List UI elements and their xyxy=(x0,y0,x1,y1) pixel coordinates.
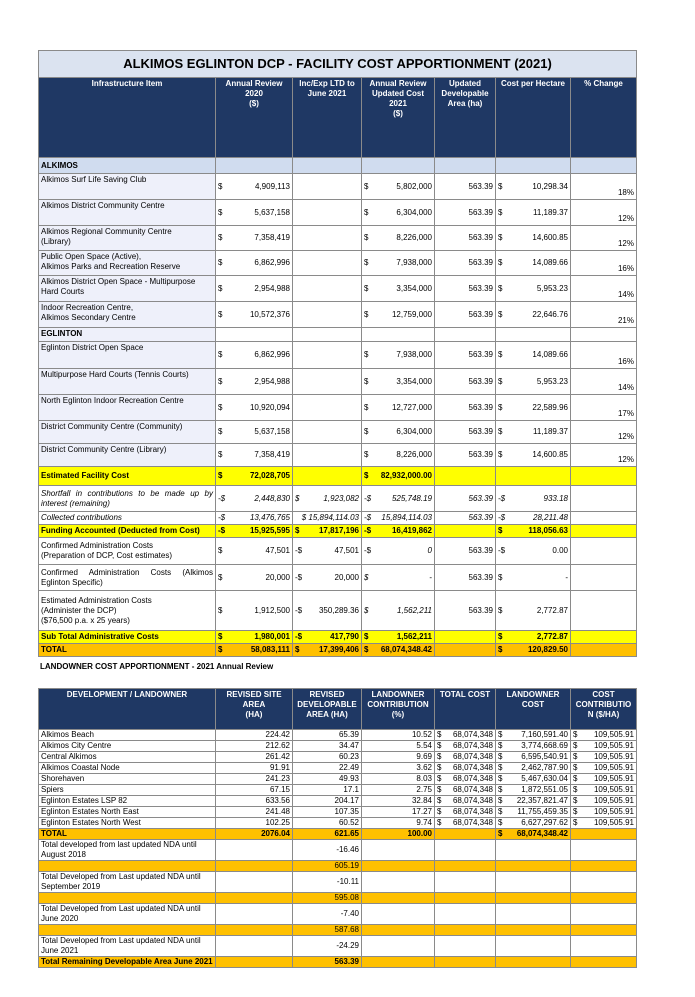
table-row xyxy=(39,421,637,444)
row-label: TOTAL xyxy=(39,829,216,840)
header-site-area: REVISED SITE AREA (HA) xyxy=(216,689,293,730)
inc-exp-cell xyxy=(293,342,362,369)
nda-row xyxy=(39,904,637,925)
rate-cell: $ 109,505.91 xyxy=(571,796,637,807)
developable-area-cell: 17.1 xyxy=(293,785,362,796)
landowner-name: Spiers xyxy=(39,785,216,796)
area-cell: 563.39 xyxy=(435,421,496,444)
site-area-cell: 241.48 xyxy=(216,807,293,818)
updated-cost-cell: $ 6,304,000 xyxy=(362,200,435,226)
landowner-name: Eglinton Estates LSP 82 xyxy=(39,796,216,807)
rate-cell: $ 109,505.91 xyxy=(571,741,637,752)
percent-change-cell: 18% xyxy=(571,174,637,200)
landowner-name: Eglinton Estates North East xyxy=(39,807,216,818)
contribution-pct-cell: 32.84 xyxy=(362,796,435,807)
rate-cell: $ 109,505.91 xyxy=(571,763,637,774)
site-area-cell: 102.25 xyxy=(216,818,293,829)
item-name: District Community Centre (Library) xyxy=(39,444,216,467)
area-cell: 563.39 xyxy=(435,174,496,200)
section-eglinton: EGLINTON xyxy=(39,328,216,342)
developable-area-cell: 34.47 xyxy=(293,741,362,752)
header-developable-area: REVISED DEVELOPABLE AREA (HA) xyxy=(293,689,362,730)
percent-change-cell: 17% xyxy=(571,395,637,421)
page-title: ALKIMOS EGLINTON DCP - FACILITY COST APPORTIONMENT (2021) xyxy=(39,51,637,78)
row-label: Funding Accounted (Deducted from Cost) xyxy=(39,525,216,538)
header-landowner-cost: LANDOWNER COST xyxy=(496,689,571,730)
item-name: Alkimos District Open Space - Multipurpose Hard Courts xyxy=(39,276,216,302)
table-row xyxy=(39,752,637,763)
site-area-cell: 212.62 xyxy=(216,741,293,752)
table-row xyxy=(39,342,637,369)
nda-label: Total Developed from Last updated NDA until June 2021 xyxy=(39,936,216,957)
header-percent-change: % Change xyxy=(571,78,637,158)
nda-row xyxy=(39,840,637,861)
inc-exp-cell xyxy=(293,369,362,395)
percent-change-cell: 16% xyxy=(571,342,637,369)
cost-per-hectare-cell: $ 11,189.37 xyxy=(496,421,571,444)
contribution-pct-cell: 2.75 xyxy=(362,785,435,796)
table-row xyxy=(39,200,637,226)
header-total-cost: TOTAL COST xyxy=(435,689,496,730)
nda-row xyxy=(39,872,637,893)
developable-area-cell: 22.49 xyxy=(293,763,362,774)
percent-change-cell: 12% xyxy=(571,200,637,226)
nda-row xyxy=(39,893,637,904)
nda-row xyxy=(39,861,637,872)
row-label: Collected contributions xyxy=(39,512,216,525)
percent-change-cell: 12% xyxy=(571,421,637,444)
updated-cost-cell: $ 5,802,000 xyxy=(362,174,435,200)
area-cell: 563.39 xyxy=(435,395,496,421)
landowner-name: Alkimos City Centre xyxy=(39,741,216,752)
cost-per-hectare-cell: $ 10,298.34 xyxy=(496,174,571,200)
item-name: Alkimos Surf Life Saving Club xyxy=(39,174,216,200)
area-cell: 563.39 xyxy=(435,369,496,395)
landowner-section-title: LANDOWNER COST APPORTIONMENT - 2021 Annual Review xyxy=(40,662,274,671)
updated-cost-cell: $ 8,226,000 xyxy=(362,444,435,467)
rate-cell: $ 109,505.91 xyxy=(571,730,637,741)
table-row xyxy=(39,444,637,467)
table-row xyxy=(39,226,637,251)
area-cell: 563.39 xyxy=(435,342,496,369)
developable-area-cell: 49.93 xyxy=(293,774,362,785)
updated-cost-cell: $ 12,759,000 xyxy=(362,302,435,328)
admin-costs-estimated-row: Estimated Administration Costs (Administer the DCP) ($76,500 p.a. x 25 years) $ 1,912,500 -$ 350,289.36 $ 1,562,211 563.39 $ 2,772.87 xyxy=(39,591,637,631)
area-cell: 563.39 xyxy=(435,226,496,251)
rate-cell: $ 109,505.91 xyxy=(571,785,637,796)
developable-area-cell: 107.35 xyxy=(293,807,362,818)
lo-cell: $ 22,357,821.47 xyxy=(496,796,571,807)
nda-value: -10.11 xyxy=(293,872,362,893)
table-row xyxy=(39,276,637,302)
updated-cost-cell: $ 3,354,000 xyxy=(362,369,435,395)
facility-cost-table xyxy=(38,50,637,657)
table-row xyxy=(39,818,637,829)
table-row xyxy=(39,763,637,774)
cost-per-hectare-cell: $ 22,646.76 xyxy=(496,302,571,328)
contribution-pct-cell: 17.27 xyxy=(362,807,435,818)
row-label: Confirmed Administration Costs (Alkimos Eglinton Specific) xyxy=(39,565,216,591)
area-cell: 563.39 xyxy=(435,200,496,226)
landowner-name: Central Alkimos xyxy=(39,752,216,763)
landowner-name: Alkimos Coastal Node xyxy=(39,763,216,774)
area-cell: 563.39 xyxy=(435,444,496,467)
nda-label: Total developed from last updated NDA until August 2018 xyxy=(39,840,216,861)
cost-per-hectare-cell: $ 22,589.96 xyxy=(496,395,571,421)
contribution-pct-cell: 9.69 xyxy=(362,752,435,763)
header-cost-per-hectare: Cost per Hectare xyxy=(496,78,571,158)
item-name: North Eglinton Indoor Recreation Centre xyxy=(39,395,216,421)
updated-cost-cell: $ 8,226,000 xyxy=(362,226,435,251)
nda-label xyxy=(39,893,216,904)
total-cell: $ 68,074,348 xyxy=(435,807,496,818)
contribution-pct-cell: 8.03 xyxy=(362,774,435,785)
total-cell: $ 68,074,348 xyxy=(435,730,496,741)
total-cell: $ 68,074,348 xyxy=(435,774,496,785)
annual-2020-cell: $ 10,572,376 xyxy=(216,302,293,328)
table-row xyxy=(39,807,637,818)
item-name: Indoor Recreation Centre, Alkimos Secondary Centre xyxy=(39,302,216,328)
area-cell: 563.39 xyxy=(435,302,496,328)
site-area-cell: 91.91 xyxy=(216,763,293,774)
developable-area-cell: 60.52 xyxy=(293,818,362,829)
landowner-name: Eglinton Estates North West xyxy=(39,818,216,829)
row-label: TOTAL xyxy=(39,644,216,657)
row-label: Shortfall in contributions to be made up by interest (remaining) xyxy=(39,486,216,512)
table-row xyxy=(39,251,637,276)
annual-2020-cell: $ 2,954,988 xyxy=(216,369,293,395)
percent-change-cell: 12% xyxy=(571,226,637,251)
table-row xyxy=(39,785,637,796)
cost-per-hectare-cell: $ 14,089.66 xyxy=(496,342,571,369)
header-landowner-contribution: LANDOWNER CONTRIBUTION (%) xyxy=(362,689,435,730)
inc-exp-cell xyxy=(293,174,362,200)
row-label: Estimated Administration Costs (Administer the DCP) ($76,500 p.a. x 25 years) xyxy=(39,591,216,631)
total-cell: $ 68,074,348 xyxy=(435,818,496,829)
lo-cell: $ 6,595,540.91 xyxy=(496,752,571,763)
item-name: District Community Centre (Community) xyxy=(39,421,216,444)
annual-2020-cell: $ 5,637,158 xyxy=(216,421,293,444)
developable-area-cell: 65.39 xyxy=(293,730,362,741)
annual-2020-cell: $ 5,637,158 xyxy=(216,200,293,226)
lo-cell: $ 1,872,551.05 xyxy=(496,785,571,796)
updated-cost-cell: $ 7,938,000 xyxy=(362,251,435,276)
site-area-cell: 241.23 xyxy=(216,774,293,785)
section-alkimos: ALKIMOS xyxy=(39,158,216,174)
area-cell: 563.39 xyxy=(435,251,496,276)
inc-exp-cell xyxy=(293,200,362,226)
nda-label xyxy=(39,925,216,936)
site-area-cell: 224.42 xyxy=(216,730,293,741)
inc-exp-cell xyxy=(293,226,362,251)
rate-cell: $ 109,505.91 xyxy=(571,774,637,785)
rate-cell: $ 109,505.91 xyxy=(571,752,637,763)
contribution-pct-cell: 9.74 xyxy=(362,818,435,829)
admin-costs-specific-row: Confirmed Administration Costs (Alkimos Eglinton Specific) $ 20,000 -$ 20,000 $ - 563.39 $ - xyxy=(39,565,637,591)
remaining-value: 563.39 xyxy=(293,957,362,968)
developable-area-cell: 204.17 xyxy=(293,796,362,807)
item-name: Alkimos Regional Community Centre (Library) xyxy=(39,226,216,251)
header-updated-cost-2021: Annual Review Updated Cost 2021 ($) xyxy=(362,78,435,158)
percent-change-cell: 21% xyxy=(571,302,637,328)
estimated-facility-cost-row: Estimated Facility Cost $ 72,028,705 $ 82,932,000.00 xyxy=(39,467,637,486)
table-row xyxy=(39,369,637,395)
collected-contributions-row: Collected contributions -$ 13,476,765 $ 15,894,114.03 -$ 15,894,114.03 563.39 -$ 28,211.48 xyxy=(39,512,637,525)
total-cell: $ 68,074,348 xyxy=(435,763,496,774)
table-row xyxy=(39,796,637,807)
shortfall-row: Shortfall in contributions to be made up by interest (remaining) -$ 2,448,830 $ 1,923,082 -$ 525,748.19 563.39 -$ 933.18 xyxy=(39,486,637,512)
site-area-cell: 261.42 xyxy=(216,752,293,763)
total-row: TOTAL $ 58,083,111 $ 17,399,406 $ 68,074,348.42 $ 120,829.50 xyxy=(39,644,637,657)
nda-value: 605.19 xyxy=(293,861,362,872)
header-annual-review-2020: Annual Review 2020 ($) xyxy=(216,78,293,158)
inc-exp-cell xyxy=(293,444,362,467)
percent-change-cell: 14% xyxy=(571,369,637,395)
nda-value: 587.68 xyxy=(293,925,362,936)
row-label: Confirmed Administration Costs (Preparation of DCP, Cost estimates) xyxy=(39,538,216,565)
nda-value: -7.40 xyxy=(293,904,362,925)
nda-value: -24.29 xyxy=(293,936,362,957)
table-row xyxy=(39,730,637,741)
lo-cell: $ 3,774,668.69 xyxy=(496,741,571,752)
nda-value: 595.08 xyxy=(293,893,362,904)
admin-costs-preparation-row: Confirmed Administration Costs (Preparation of DCP, Cost estimates) $ 47,501 -$ 47,501 -$ 0 563.39 -$ 0.00 xyxy=(39,538,637,565)
cost-per-hectare-cell: $ 5,953.23 xyxy=(496,369,571,395)
rate-cell: $ 109,505.91 xyxy=(571,807,637,818)
item-name: Multipurpose Hard Courts (Tennis Courts) xyxy=(39,369,216,395)
inc-exp-cell xyxy=(293,276,362,302)
item-name: Alkimos District Community Centre xyxy=(39,200,216,226)
table-row xyxy=(39,774,637,785)
cost-per-hectare-cell: $ 5,953.23 xyxy=(496,276,571,302)
table-row xyxy=(39,174,637,200)
landowner-total-row: TOTAL 2076.04 621.65 100.00 $ 68,074,348.42 xyxy=(39,829,637,840)
site-area-cell: 67.15 xyxy=(216,785,293,796)
annual-2020-cell: $ 4,909,113 xyxy=(216,174,293,200)
table-row xyxy=(39,302,637,328)
cost-per-hectare-cell: $ 14,600.85 xyxy=(496,444,571,467)
item-name: Eglinton District Open Space xyxy=(39,342,216,369)
row-label: Total Remaining Developable Area June 2021 xyxy=(39,957,216,968)
nda-value: -16.46 xyxy=(293,840,362,861)
percent-change-cell: 14% xyxy=(571,276,637,302)
inc-exp-cell xyxy=(293,251,362,276)
updated-cost-cell: $ 12,727,000 xyxy=(362,395,435,421)
inc-exp-cell xyxy=(293,302,362,328)
total-cell: $ 68,074,348 xyxy=(435,752,496,763)
nda-row xyxy=(39,925,637,936)
table-row xyxy=(39,395,637,421)
total-cell: $ 68,074,348 xyxy=(435,785,496,796)
header-cost-contribution: COST CONTRIBUTIO N ($/HA) xyxy=(571,689,637,730)
inc-exp-cell xyxy=(293,395,362,421)
percent-change-cell: 16% xyxy=(571,251,637,276)
header-development-landowner: DEVELOPMENT / LANDOWNER xyxy=(39,689,216,730)
header-inc-exp-ltd: Inc/Exp LTD to June 2021 xyxy=(293,78,362,158)
annual-2020-cell: $ 6,862,996 xyxy=(216,251,293,276)
landowner-name: Alkimos Beach xyxy=(39,730,216,741)
contribution-pct-cell: 10.52 xyxy=(362,730,435,741)
total-cell: $ 68,074,348 xyxy=(435,796,496,807)
nda-row xyxy=(39,936,637,957)
annual-2020-cell: $ 10,920,094 xyxy=(216,395,293,421)
header-developable-area: Updated Developable Area (ha) xyxy=(435,78,496,158)
funding-accounted-row: Funding Accounted (Deducted from Cost) -$ 15,925,595 $ 17,817,196 -$ 16,419,862 $ 118,056.63 xyxy=(39,525,637,538)
updated-cost-cell: $ 3,354,000 xyxy=(362,276,435,302)
developable-area-cell: 60.23 xyxy=(293,752,362,763)
lo-cell: $ 2,462,787.90 xyxy=(496,763,571,774)
rate-cell: $ 109,505.91 xyxy=(571,818,637,829)
nda-label: Total Developed from Last updated NDA until September 2019 xyxy=(39,872,216,893)
updated-cost-cell: $ 7,938,000 xyxy=(362,342,435,369)
area-cell: 563.39 xyxy=(435,276,496,302)
landowner-name: Shorehaven xyxy=(39,774,216,785)
percent-change-cell: 12% xyxy=(571,444,637,467)
annual-2020-cell: $ 7,358,419 xyxy=(216,444,293,467)
lo-cell: $ 11,755,459.35 xyxy=(496,807,571,818)
item-name: Public Open Space (Active), Alkimos Parks and Recreation Reserve xyxy=(39,251,216,276)
contribution-pct-cell: 3.62 xyxy=(362,763,435,774)
lo-cell: $ 7,160,591.40 xyxy=(496,730,571,741)
cost-per-hectare-cell: $ 14,600.85 xyxy=(496,226,571,251)
header-infrastructure-item: Infrastructure Item xyxy=(39,78,216,158)
annual-2020-cell: $ 6,862,996 xyxy=(216,342,293,369)
nda-label xyxy=(39,861,216,872)
cost-per-hectare-cell: $ 14,089.66 xyxy=(496,251,571,276)
total-cell: $ 68,074,348 xyxy=(435,741,496,752)
landowner-cost-table xyxy=(38,688,637,968)
nda-label: Total Developed from Last updated NDA until June 2020 xyxy=(39,904,216,925)
subtotal-admin-row: Sub Total Administrative Costs $ 1,980,001 -$ 417,790 $ 1,562,211 $ 2,772.87 xyxy=(39,631,637,644)
lo-cell: $ 6,627,297.62 xyxy=(496,818,571,829)
annual-2020-cell: $ 7,358,419 xyxy=(216,226,293,251)
row-label: Estimated Facility Cost xyxy=(39,467,216,486)
site-area-cell: 633.56 xyxy=(216,796,293,807)
updated-cost-cell: $ 6,304,000 xyxy=(362,421,435,444)
lo-cell: $ 5,467,630.04 xyxy=(496,774,571,785)
remaining-area-row xyxy=(39,957,637,968)
cost-per-hectare-cell: $ 11,189.37 xyxy=(496,200,571,226)
inc-exp-cell xyxy=(293,421,362,444)
contribution-pct-cell: 5.54 xyxy=(362,741,435,752)
row-label: Sub Total Administrative Costs xyxy=(39,631,216,644)
table-row xyxy=(39,741,637,752)
annual-2020-cell: $ 2,954,988 xyxy=(216,276,293,302)
